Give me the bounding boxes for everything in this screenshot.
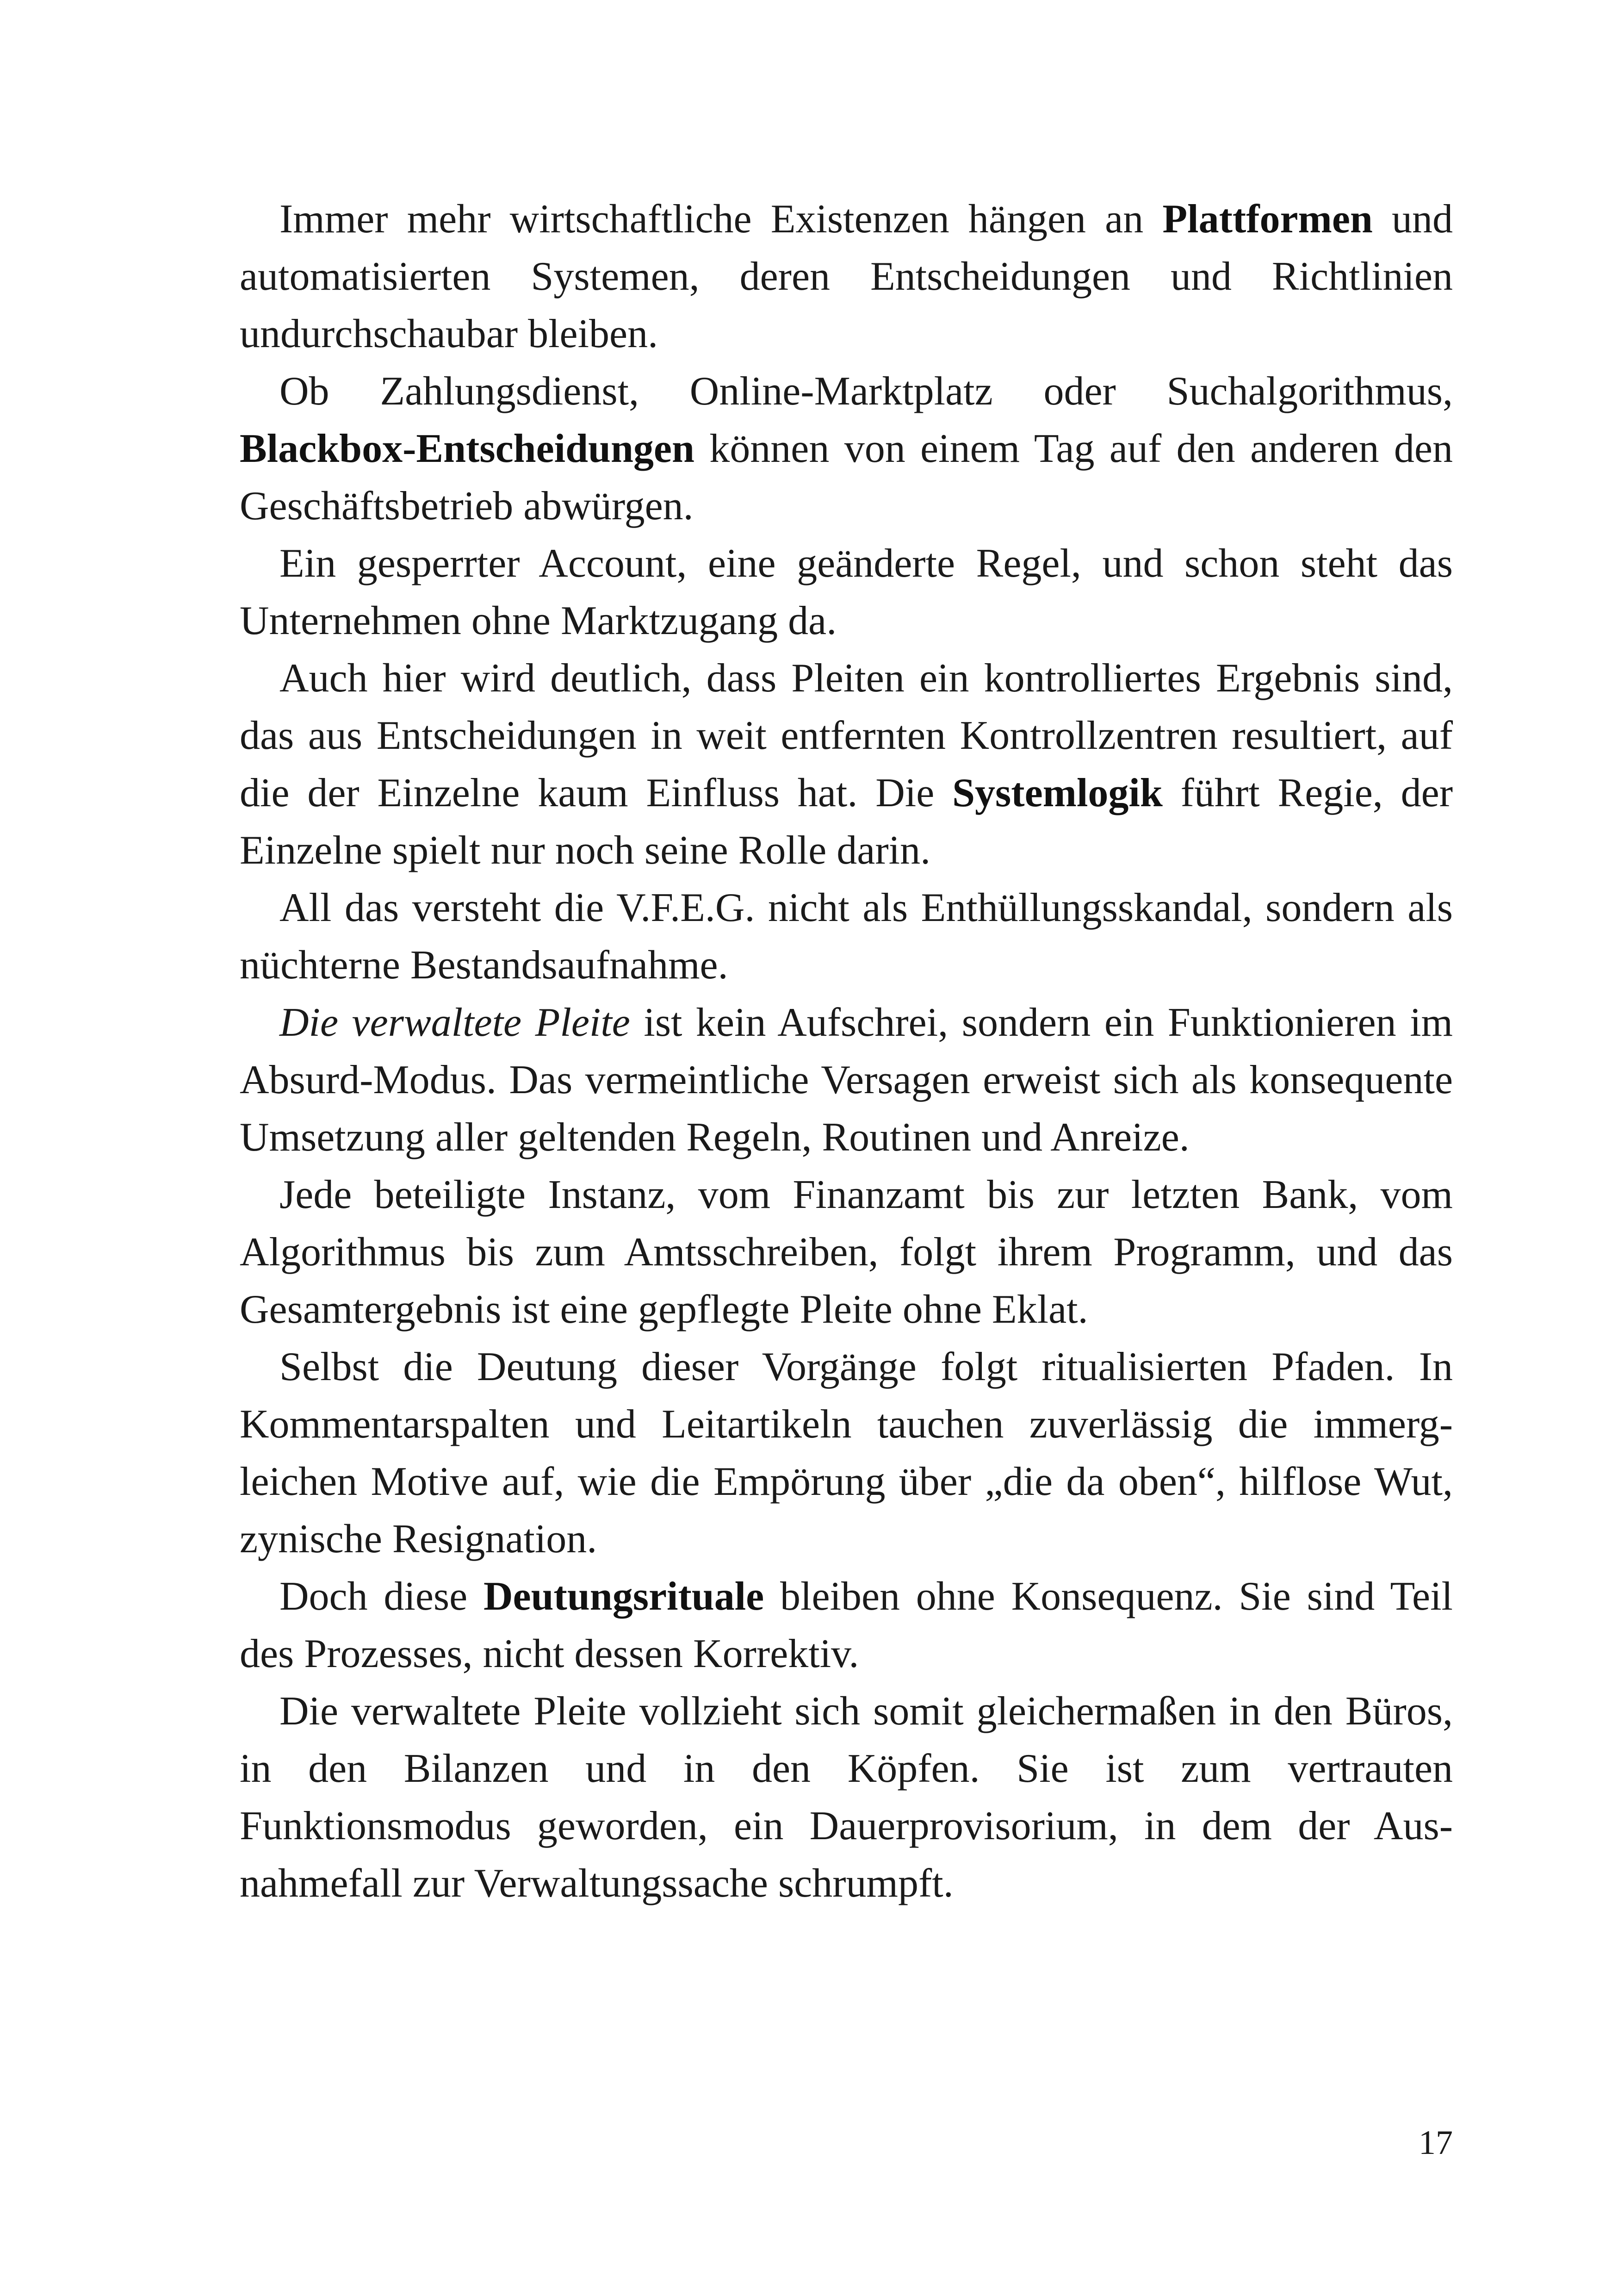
paragraph [240, 1568, 1453, 1683]
body-text [240, 191, 1453, 1912]
paragraph [240, 879, 1453, 994]
paragraph [240, 1338, 1453, 1568]
text-run: Ob Zahlungsdienst, Online-Marktplatz oder Suchalgorithmus, [279, 369, 1453, 414]
text-run: können von einem Tag auf den anderen den Geschäftsbetrieb abwürgen. [240, 426, 1453, 529]
text-run: Ein gesperrter Account, eine geänderte Regel, und schon steht das Unternehmen ohne Marktzugang da. [240, 541, 1453, 643]
paragraph [240, 1166, 1453, 1338]
paragraph [240, 535, 1453, 650]
text-run: Selbst die Deutung dieser Vorgänge folgt ritualisierten Pfaden. In Kommentarspalten und Leitartikeln tauchen zuverlässig die immergleichen Motive auf, wie die Empörung über „die da oben“, hilflose Wut, zynische Resignation. [240, 1344, 1453, 1562]
italic-title: Die verwaltete Pleite [279, 1000, 630, 1045]
bold-term: Plattformen [1162, 197, 1373, 242]
paragraph [240, 1683, 1453, 1912]
text-run: Jede beteiligte Instanz, vom Finanzamt bis zur letzten Bank, vom Algorithmus bis zum Amtsschreiben, folgt ihrem Programm, und das Gesamtergebnis ist eine gepflegte Pleite ohne Eklat. [240, 1172, 1453, 1332]
text-run: ist kein Aufschrei, sondern ein Funktionieren im Absurd-Modus. Das vermeintliche Versagen erweist sich als konsequente Umsetzung aller geltenden Regeln, Routinen und Anreize. [240, 1000, 1453, 1160]
text-run: Doch diese [279, 1574, 484, 1619]
text-run: All das versteht die V.F.E.G. nicht als Enthüllungsskandal, sondern als nüchterne Bestandsaufnahme. [240, 885, 1453, 988]
text-run: führt Regie, der Einzelne spielt nur noch seine Rolle darin. [240, 771, 1453, 873]
paragraph [240, 191, 1453, 363]
page-number: 17 [1419, 2124, 1453, 2162]
paragraph [240, 650, 1453, 879]
text-run: und automatisierten Systemen, deren Entscheidungen und Richtlinien undurchschaubar bleiben. [240, 197, 1453, 356]
paragraph [240, 363, 1453, 535]
bold-term: Systemlogik [952, 771, 1163, 815]
bold-term: Deutungsrituale [483, 1574, 764, 1619]
paragraph [240, 994, 1453, 1166]
text-run: bleiben ohne Konsequenz. Sie sind Teil des Prozesses, nicht dessen Korrektiv. [240, 1574, 1453, 1676]
text-run: Die verwaltete Pleite vollzieht sich somit gleichermaßen in den Büros, in den Bilanzen und in den Köpfen. Sie ist zum vertrauten Funktionsmodus geworden, ein Dauerprovisorium, in dem der Ausnahmefall zur Verwaltungssache schrumpft. [240, 1689, 1453, 1906]
text-run: Auch hier wird deutlich, dass Pleiten ein kontrolliertes Ergebnis sind, das aus Entscheidungen in weit entfernten Kontrollzentren resultiert, auf die der Einzelne kaum Einfluss hat. Die [240, 656, 1453, 815]
bold-term: Blackbox-Entscheidungen [240, 426, 694, 471]
text-run: Immer mehr wirtschaftliche Existenzen hängen an [279, 197, 1163, 242]
